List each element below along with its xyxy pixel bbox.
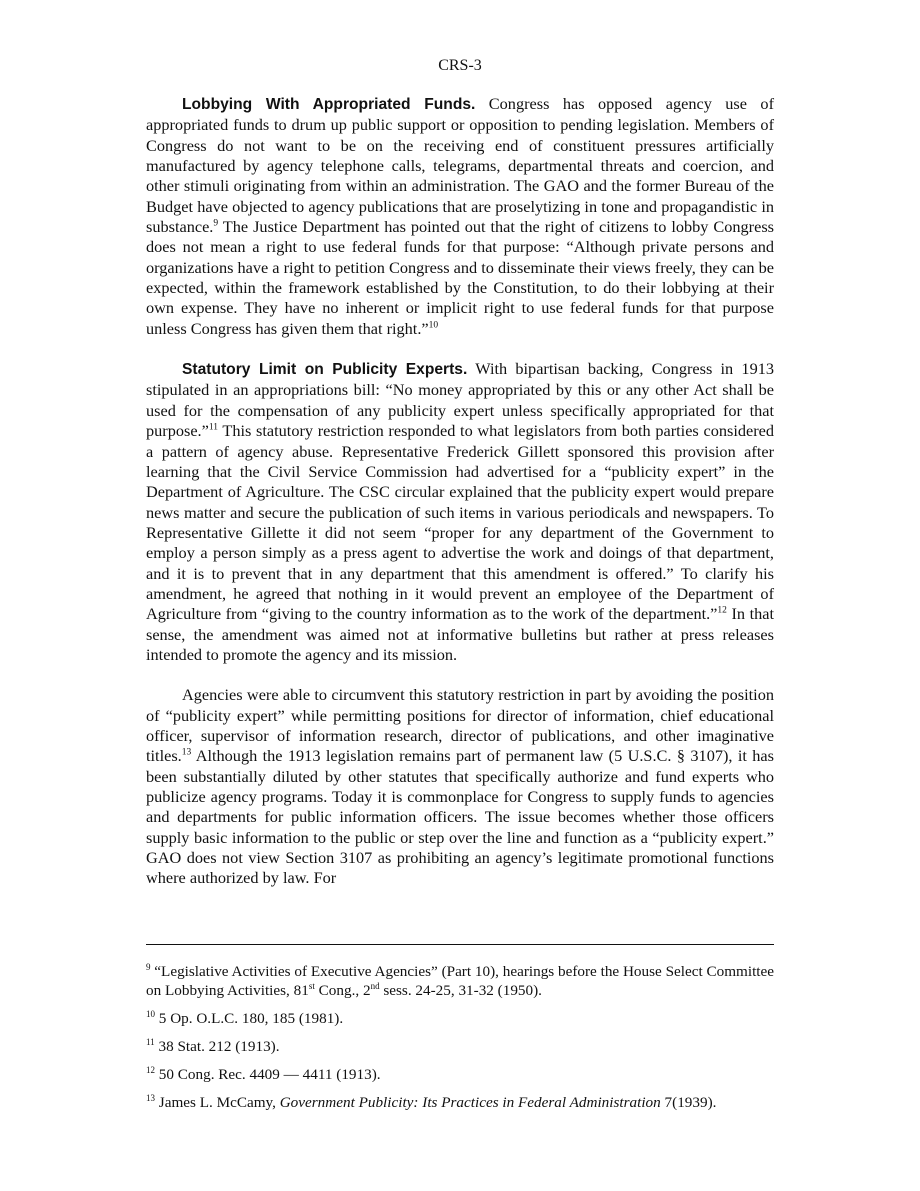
text-run: 7(1939). [660, 1094, 717, 1111]
footnote-marker: 10 [428, 320, 439, 331]
footnote-marker: st [308, 980, 315, 991]
text-run: 5 Op. O.L.C. 180, 185 (1981). [155, 1010, 344, 1027]
text-run: With bipartisan backing, Congress in 1913 stipulated in an appropriations bill: “No money appropriated by this or any other Act shall be used for the compensation of any publicity expert unless specifically appropriated for that purpose.” [146, 359, 774, 441]
footnotes [146, 962, 774, 1121]
text-run: sess. 24-25, 31-32 (1950). [379, 982, 542, 999]
footnote-marker: nd [370, 980, 380, 991]
footnote-marker: 12 [717, 605, 727, 616]
footnote-10 [146, 1009, 774, 1028]
text-run: 50 Cong. Rec. 4409 — 4411 (1913). [155, 1066, 381, 1083]
body-text [146, 94, 774, 909]
footnote-11 [146, 1037, 774, 1056]
footnote-marker: 13 [181, 747, 192, 758]
footnote-marker: 12 [146, 1064, 155, 1075]
paragraph-circumvention [146, 685, 774, 888]
text-run: 38 Stat. 212 (1913). [154, 1038, 280, 1055]
paragraph-publicity-experts [146, 359, 774, 665]
text-run: Although the 1913 legislation remains part of permanent law (5 U.S.C. § 3107), it has been substantially diluted by other statutes that specifically authorize and fund experts who publicize agency programs. Today it is commonplace for Congress to supply funds to agencies and departments for public information officers. The issue becomes whether those officers supply basic information to the public or step over the line and function as a “publicity expert.” GAO does not view Section 3107 as prohibiting an agency’s legitimate promotional functions where authorized by law. For [146, 746, 774, 888]
footnote-divider [146, 944, 774, 945]
text-run: “Legislative Activities of Executive Agencies” (Part 10), hearings before the House Select Committee on Lobbying Activities, 81 [146, 963, 774, 999]
run-in-heading: Statutory Limit on Publicity Experts. [182, 361, 468, 379]
footnote-marker: 11 [208, 422, 218, 433]
footnote-13 [146, 1093, 774, 1112]
text-run: In that sense, the amendment was aimed not at informative bulletins but rather at press releases intended to promote the agency and its mission. [146, 604, 774, 664]
text-run: This statutory restriction responded to what legislators from both parties considered a pattern of agency abuse. Representative Frederick Gillett sponsored this provision after learning that the Civil Service Commission had advertised for a “publicity expert” in the Department of Agriculture. The CSC circular explained that the publicity expert would prepare news matter and secure the publication of such items in various periodicals and newspapers. To Representative Gillette it did not seem “proper for any department of the Government to employ a person simply as a press agent to advertise the work and doings of that department, and it is to prevent that in any department that this amendment is offered.” To clarify his amendment, he agreed that nothing in it would prevent an employee of the Department of Agriculture from “giving to the country information as to the work of the department.” [146, 421, 774, 624]
footnote-marker: 10 [146, 1008, 155, 1019]
paragraph-lobbying [146, 94, 774, 339]
footnote-marker: 9 [213, 218, 219, 229]
text-run: The Justice Department has pointed out that the right of citizens to lobby Congress does not mean a right to use federal funds for that purpose: “Although private persons and organizations have a right to petition Congress and to disseminate their views freely, they can be expected, within the framework established by the Constitution, to do their lobbying at their own expense. They have no inherent or implicit right to use federal funds for that purpose unless Congress has given them that right.” [146, 217, 775, 338]
footnote-marker: 11 [146, 1036, 155, 1047]
page-number: CRS-3 [438, 57, 482, 74]
footnote-marker: 9 [146, 961, 151, 972]
text-run: James L. McCamy, [155, 1094, 280, 1111]
text-run: Agencies were able to circumvent this statutory restriction in part by avoiding the position of “publicity expert” while permitting positions for director of information, chief educational officer, supervisor of information research, director of publications, and other imaginative titles. [146, 685, 774, 766]
footnote-12 [146, 1065, 774, 1084]
text-run: Congress has opposed agency use of appropriated funds to drum up public support or opposition to pending legislation. Members of Congress do not want to be on the receiving end of constituent pressures artificially manufactured by agency telephone calls, telegrams, departmental threats and coercion, and other stimuli originating from within an administration. The GAO and the former Bureau of the Budget have objected to agency publications that are proselytizing in tone and propagandistic in substance. [146, 94, 774, 237]
footnote-marker: 13 [146, 1092, 155, 1103]
text-run: Cong., 2 [314, 982, 371, 999]
cited-title: Government Publicity: Its Practices in Federal Administration [279, 1094, 661, 1111]
run-in-heading: Lobbying With Appropriated Funds. [182, 96, 476, 113]
footnote-9 [146, 962, 774, 1000]
